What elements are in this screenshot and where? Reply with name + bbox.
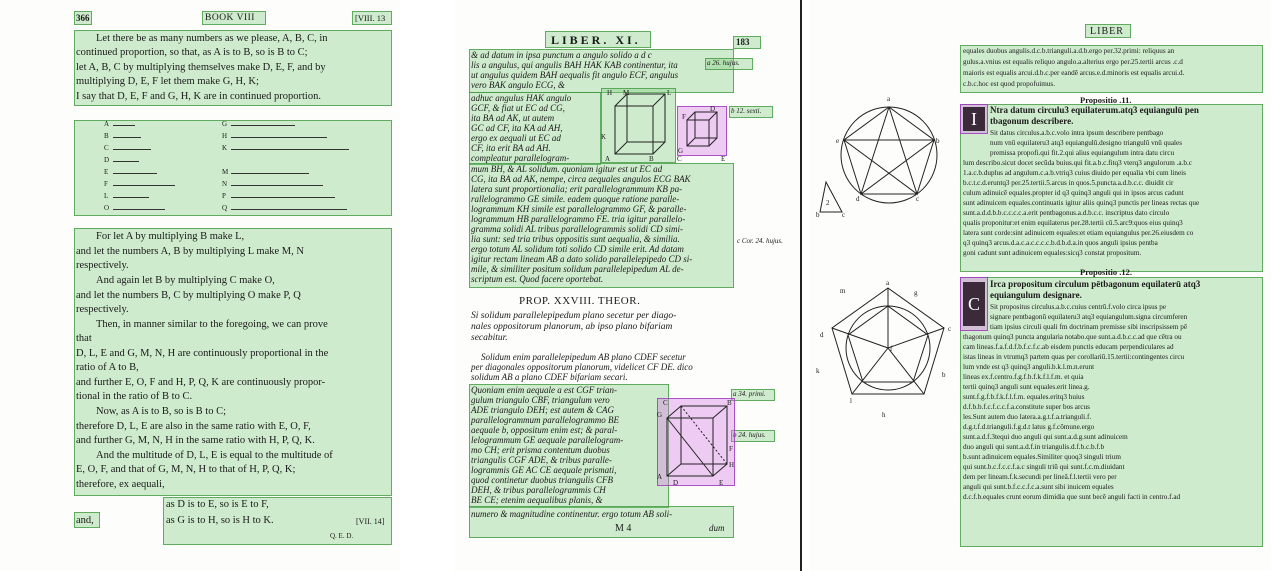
- figure-label: c: [916, 195, 920, 203]
- figure-label: d: [820, 331, 824, 339]
- margin-note: a 26. hujus.: [707, 59, 740, 67]
- text-line: triangulis CGF ADE, & tribus paralle-: [471, 455, 612, 465]
- text-line: aequale b, oppositum enim est; & paral-: [471, 425, 618, 435]
- figure-label: K: [601, 133, 607, 141]
- page-number: 183: [736, 37, 750, 47]
- figure-label: H: [607, 89, 613, 97]
- text-line: lia sunt: sed tria tribus oppositis sunt aequalia, & similia.: [471, 234, 680, 244]
- figure-label: N: [222, 180, 228, 188]
- text-line: numero & magnitudine continentur. ergo totum AB soli-: [471, 509, 673, 519]
- text-line: Let there be as many numbers as we please, A, B, C, in: [96, 33, 328, 44]
- proposition-heading: Propositio .12.: [1080, 267, 1133, 277]
- text-line: lineas ex.f.centro.f.g.f.b.f.k.f.l.f.m. et quia: [963, 373, 1084, 381]
- text-line: qualis proponitur:et enim equilaterus per.28.tertii cū.5.arc9:quos eius quinq3: [963, 219, 1183, 227]
- decorated-initial-icon: C: [963, 282, 985, 326]
- figure-label: a: [886, 279, 890, 287]
- text-line: let A, B, C by multiplying themselves make D, E, F, and by: [76, 62, 326, 73]
- text-line: continued proportion, so that, as A is to B, so is B to C;: [76, 47, 308, 58]
- text-line: CG, ita BA ad AK, nempe, circa aequales angulos ECG BAK: [471, 174, 691, 184]
- text-line: And again let B by multiplying C make O,: [96, 275, 275, 286]
- margin-note: a 34. primi.: [733, 390, 766, 398]
- figure-label: m: [840, 287, 846, 295]
- figure-label: d: [856, 195, 860, 203]
- figure-label: F: [104, 180, 108, 188]
- figure-label: M: [222, 168, 229, 176]
- inscribed-pentagon-icon: [834, 100, 944, 210]
- figure-label: F: [729, 445, 733, 453]
- text-line: therefore D, L, E are also in the same ratio with E, O, F,: [76, 421, 311, 432]
- figure-label: g: [914, 289, 918, 297]
- text-line: ut angulus quidem BAH aequalis fit angulo ECF, angulus: [471, 70, 679, 80]
- margin-note: b 24. hujus.: [733, 431, 766, 439]
- text-line: lum describo.sicut docet secūda buius.qui fit.a.b.c.fitq3 vterq3 angulorum .a.b.c: [963, 159, 1192, 167]
- text-line: respectively.: [76, 260, 129, 271]
- text-line: Sit datus circulus.a.b.c.volo intra ipsum describere pentbago: [990, 129, 1164, 137]
- catchword: dum: [709, 523, 725, 533]
- text-line: GCF, & fiat ut EC ad CG,: [471, 103, 565, 113]
- prism-diagram-icon: [657, 398, 735, 486]
- figure-label: f: [890, 345, 893, 353]
- section-ref: [VIII. 13: [355, 13, 386, 23]
- text-line: Then, in manner similar to the foregoing, we can prove: [96, 319, 328, 330]
- figure-label: K: [222, 144, 228, 152]
- figure-label: G: [657, 411, 663, 419]
- text-line: c.b.c.hoc est quod propofuimus.: [963, 80, 1056, 88]
- page-title: LIBER. XI.: [551, 33, 641, 47]
- text-line: BE CE; etenim aequalibus planis, &: [471, 495, 603, 505]
- figure-label: 2: [826, 199, 830, 207]
- text-line: quod continetur duobus triangulis CFB: [471, 475, 614, 485]
- figure-label: B: [104, 132, 109, 140]
- text-line: ergo ex aequali ut EC ad: [471, 133, 561, 143]
- text-line: duo anguli qui sunt.a.d.f.in triangulis.d.f.b.c.b.f.b: [963, 443, 1105, 451]
- text-line: respectively.: [76, 304, 129, 315]
- figure-label: D: [104, 156, 110, 164]
- text-line: rallelogrammo GE simile. eadem quoque ratione paralle-: [471, 194, 680, 204]
- figure-label: G: [678, 147, 684, 155]
- margin-note: c Cor. 24. hujus.: [737, 237, 783, 245]
- page-left-book-viii: [0, 0, 400, 571]
- text-line: ergo totum AL solidum toti solido CD simile erit. Ad datam: [471, 244, 684, 254]
- text-line: maioris est equalis arcui.d.b.c.per eandē arcus.e.d.minoris est equalis arcui.d.: [963, 69, 1185, 77]
- proposition-heading: Propositio .11.: [1080, 95, 1132, 105]
- citation: [VII. 14]: [356, 517, 385, 526]
- text-line: DEH, & tribus parallelogrammis CH: [471, 485, 606, 495]
- text-line: as G is to H, so is H to K.: [166, 515, 274, 526]
- text-line: d.c.f.b.equales crunt eorum dimidia que sunt becē anguli facti in centro.f.ad: [963, 493, 1181, 501]
- figure-label: G: [222, 120, 228, 128]
- running-head: LIBER: [1090, 26, 1124, 37]
- text-line: GC ad CF, ita KA ad AH,: [471, 123, 563, 133]
- text-line: b.c.t.c.d.eruntq3 per.25.tertii.5.arcus in quos.5.puncta.a.d.b.c.c. diuidit cir: [963, 179, 1174, 187]
- text-line: gramma solidi AL tribus parallelogrammis solidi CD simi-: [471, 224, 683, 234]
- text-line: sunt.a.d.f.3tequi duo anguli qui sunt.a.d.g.sunt adinuicem: [963, 433, 1128, 441]
- figure-label: L: [667, 89, 672, 97]
- figure-label: b: [942, 371, 946, 379]
- text-line: mile, & similiter positum solidum parallelepipedum AL de-: [471, 264, 684, 274]
- figure-label: F: [682, 113, 686, 121]
- figure-label: A: [605, 155, 611, 163]
- signature-mark: M 4: [615, 523, 632, 534]
- text-line: premissa propofi.qui fit.2.qui alius equiangulum intra datu circu: [990, 149, 1175, 157]
- figure-label: D: [710, 105, 716, 113]
- figure-label: c: [948, 325, 952, 333]
- cube-diagram-icon: [601, 88, 676, 163]
- text-line: D, L, E and G, M, N, H are continuously proportional in the: [76, 348, 329, 359]
- proposition-title: Irca propositum circulum pētbagonum equilaterū atq3: [990, 279, 1201, 289]
- text-line: qui sunt.b.c.f.c.c.f.a.c singuli triū qui sunt.f.c.m.diuidant: [963, 463, 1125, 471]
- figure-label: C: [104, 144, 109, 152]
- proposition-title: PROP. XXVIII. THEOR.: [519, 295, 641, 307]
- figure-label: h: [882, 411, 886, 419]
- figure-label: B: [649, 155, 654, 163]
- text-line: anguli qui sunt.b.f.c.c.f.c.a.sunt sibi inuicem equales: [963, 483, 1114, 491]
- text-line: equales duobus angulis.d.c.b.trianguli.a.d.b.ergo per.32.primi: reliquus an: [963, 47, 1175, 55]
- text-line: cam lineas.f.a.f.d.f.b.f.c.f.c.ab eisdem punctis educam perpendiculares ad: [963, 343, 1174, 351]
- figure-label: O: [104, 204, 110, 212]
- figure-label: a: [887, 95, 891, 103]
- text-line: latera sunt proportionalia; erit parallelogrammum KB pa-: [471, 184, 683, 194]
- text-line: Quoniam enim aequale a est CGF trian-: [471, 385, 617, 395]
- text-line: sunt.a.d.d.b.b.c.c.c.c.a.erit pentbagonus.a.d.b.c.c. inscriptus dato circulo: [963, 209, 1170, 217]
- figure-label: P: [222, 192, 226, 200]
- text-line: adhuc angulus HAK angulo: [471, 93, 572, 103]
- text-line: mo CH; erit prisma contentum duobus: [471, 445, 610, 455]
- figure-label: E: [719, 479, 724, 487]
- figure-label: A: [104, 120, 110, 128]
- running-head: BOOK VIII: [205, 13, 255, 23]
- text-line: thagonum quinq3 puncta angularia notabo.que sunt.a.d.b.c.c.ad que cētra ou: [963, 333, 1182, 341]
- text-line: 1.a.c.b.duplus ad angulum.c.a.b.vtriq3 cuius diuido per equalia vbi cum lineis: [963, 169, 1186, 177]
- text-line: and further G, M, N, H in the same ratio with H, P, Q, K.: [76, 435, 315, 446]
- figure-label: A: [657, 473, 663, 481]
- figure-label: Q: [222, 204, 228, 212]
- page-middle-liber-xi: [455, 0, 800, 571]
- figure-label: H: [729, 461, 735, 469]
- text-line: dem per lineam.f.k.secundi per lineā.f.l.tertii vero per: [963, 473, 1117, 481]
- text-line: igitur rectam lineam AB a dato solido parallelepipedo CD si-: [471, 254, 693, 264]
- figure-label: k: [816, 367, 820, 375]
- and-label: and,: [76, 515, 94, 526]
- proposition-statement: Si solidum parallelepipedum plano secetur per diago-: [471, 311, 677, 321]
- text-line: tional in the ratio of B to C.: [76, 391, 193, 402]
- text-line: ita BA ad AK, ut autem: [471, 113, 555, 123]
- text-line: compleatur parallelogram-: [471, 153, 570, 163]
- text-line: vero BAK angulo ECG, &: [471, 80, 565, 90]
- text-line: les.Sunt autem duo latera.a.g.t.f.a.trianguli.f.: [963, 413, 1092, 421]
- proposition-statement: nales oppositorum planorum, ab ipso plano bifariam: [471, 322, 673, 332]
- figure-label: B: [727, 399, 732, 407]
- text-line: culum adinuicē equales.propter id q3 quinq3 anguli qui in ipsos arcus cadunt: [963, 189, 1184, 197]
- text-line: istas lineas in vtrumq3 partem quas per corollariū.15.tertii:contingentes circu: [963, 353, 1185, 361]
- text-line: ratio of A to B,: [76, 362, 139, 373]
- proposition-title: Ntra datum circulu3 equilaterum.atq3 equiangulū pen: [990, 105, 1199, 115]
- figure-label: b: [816, 211, 820, 219]
- text-line: For let A by multiplying B make L,: [96, 231, 245, 242]
- text-line: lum vnde est q3 quinq3 anguli.b.k.l.m.n.erunt: [963, 363, 1095, 371]
- figure-label: D: [673, 479, 679, 487]
- text-line: and let the numbers A, B by multiplying L make M, N: [76, 246, 304, 257]
- text-line: mum BH, & AL solidum. quoniam igitur est ut EC ad: [471, 164, 663, 174]
- text-line: and let the numbers B, C by multiplying O make P, Q: [76, 290, 301, 301]
- text-line: Now, as A is to B, so is B to C;: [96, 406, 227, 417]
- text-line: sunt adinuicem equales.continuatis igitur aliis quinq3 punctis per lineas rectas que: [963, 199, 1200, 207]
- text-line: Solidum enim parallelepipedum AB plano CDEF secetur: [481, 352, 686, 362]
- text-line: CF, ita erit BA ad AH.: [471, 143, 551, 153]
- text-line: logrammum HB parallelogrammo FE. tria igitur parallelo-: [471, 214, 686, 224]
- text-line: Sit propositus circulus.a.b.c.cuius centrū.f.volo circa ipsus pe: [990, 303, 1167, 311]
- figure-label: E: [721, 155, 726, 163]
- text-line: scriptum est. Quod facere oportebat.: [471, 274, 604, 284]
- text-line: latera sunt corde:sint adinuicem equales:et etiam equiangulus per.26.eiusdem co: [963, 229, 1194, 237]
- margin-note: b 12. sexti.: [731, 107, 762, 115]
- text-line: lelogrammum GE aequale parallelogram-: [471, 435, 624, 445]
- text-line: tertii quinq3 anguli sunt equales.erit linea.g.: [963, 383, 1090, 391]
- text-line: And the multitude of D, L, E is equal to the multitude of: [96, 450, 333, 461]
- text-line: tiam ipsius circuli quali fm doctrinam premisse sibi inscripsissem pē: [990, 323, 1188, 331]
- text-line: I say that D, E, F and G, H, K are in continued proportion.: [76, 91, 321, 102]
- text-line: and further E, O, F and H, P, Q, K are continuously propor-: [76, 377, 326, 388]
- text-line: b.sunt adinuicem equales.Similiter quoq3 singuli trium: [963, 453, 1121, 461]
- page-gutter: [800, 0, 802, 571]
- figure-label: C: [663, 399, 668, 407]
- text-line: E, O, F, and that of G, M, N, H to that of H, P, Q, K;: [76, 464, 296, 475]
- text-line: q3 quinq3 arcus.d.a.c.a.c.c.c.c.b.d.b.d.a.in quos anguli ipsius pentba: [963, 239, 1158, 247]
- text-line: d.g.t.f.d.trianguli.f.g.d.t latus g.f.cōmune.ergo: [963, 423, 1095, 431]
- text-line: solidum AB a plano CDEF bifariam secari.: [471, 372, 628, 382]
- text-line: num vnū equilateru3 atq3 equiangulū.designo triangulū vnū quales: [990, 139, 1183, 147]
- text-line: lis a angulus, qui angulis BAH HAK KAB continentur, ita: [471, 60, 678, 70]
- page-number: 366: [76, 13, 90, 23]
- figure-label: L: [104, 192, 109, 200]
- figure-label: c: [842, 211, 846, 219]
- text-line: gulum triangulo CBF, triangulum vero: [471, 395, 610, 405]
- text-line: sunt.f.g.f.b.f.k.f.l.f.m. equales.eritq3 huius: [963, 393, 1085, 401]
- text-line: therefore, ex aequali,: [76, 479, 165, 490]
- decorated-initial-icon: I: [963, 107, 985, 131]
- text-line: goni cadunt sunt adinuicem equales:sicq3 constat propositum.: [963, 249, 1142, 257]
- figure-label: l: [850, 397, 852, 405]
- proposition-title: tbagonum describere.: [990, 116, 1074, 126]
- text-line: & ad datum in ipsa punctum a angulo solido a d c: [471, 50, 652, 60]
- figure-label: E: [104, 168, 109, 176]
- text-line: that: [76, 333, 92, 344]
- proposition-statement: secabitur.: [471, 333, 508, 343]
- page-right-liber: [810, 0, 1271, 571]
- text-line: signare pentbagonū equilateru3 atq3 equiangulum.signa circumferen: [990, 313, 1188, 321]
- figure-label: e: [836, 137, 840, 145]
- text-line: gulus.a.vnius est equalis reliquo angulo.a.alterius ergo per.25.tertii arcus .c.d: [963, 58, 1183, 66]
- figure-label: C: [677, 155, 682, 163]
- text-line: ADE triangulo DEH; est autem & CAG: [471, 405, 614, 415]
- text-line: d.f.b.b.f.c.f.c.c.f.a.constitute super bos arcus: [963, 403, 1090, 411]
- text-line: as D is to E, so is E to F,: [166, 499, 269, 510]
- text-line: multiplying D, E, F let them make G, H, K;: [76, 76, 259, 87]
- proposition-title: equiangulum designare.: [990, 290, 1082, 300]
- text-line: logrammis GE AC CE aequale prismati,: [471, 465, 617, 475]
- text-line: parallelogrammum parallelogrammo BE: [471, 415, 619, 425]
- line-figure: [74, 120, 392, 216]
- text-line: logrammum KH simile est parallelogrammo GF, & paralle-: [471, 204, 687, 214]
- text-line: per diagonales oppositorum planorum, videlicet CF DE. dico: [471, 362, 693, 372]
- figure-label: b: [936, 137, 940, 145]
- figure-label: M: [623, 89, 630, 97]
- figure-label: H: [222, 132, 228, 140]
- qed-mark: Q. E. D.: [330, 532, 354, 540]
